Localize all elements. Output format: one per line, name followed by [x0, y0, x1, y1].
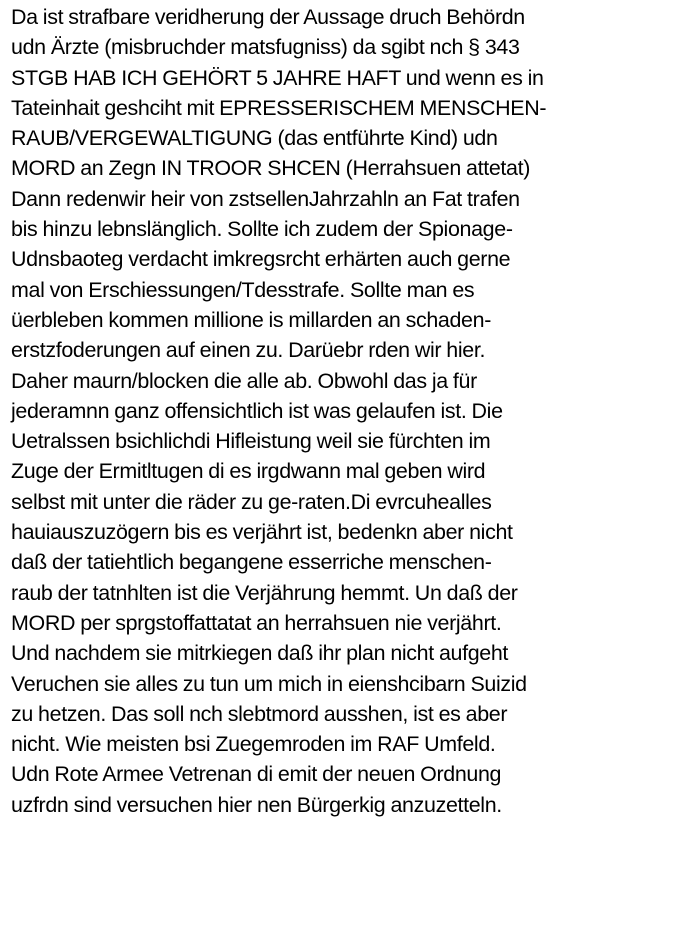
- text-line-15: Uetralssen bsichlichdi Hifleistung weil sie fürchten im: [11, 429, 491, 454]
- text-line-14: jederamnn ganz offensichtlich ist was gelaufen ist. Die: [11, 398, 503, 423]
- text-line-21: MORD per sprgstoffattatat an herrahsuen nie verjährt.: [11, 610, 502, 635]
- text-line-24: zu hetzen. Das soll nch slebtmord ausshen, ist es aber: [11, 701, 508, 726]
- text-line-5: RAUB/VERGEWALTIGUNG (das entführte Kind) udn: [11, 126, 498, 151]
- text-line-9: Udnsbaoteg verdacht imkregsrcht erhärten auch gerne: [11, 247, 511, 272]
- text-line-20: raub der tatnhlten ist die Verjährung hemmt. Un daß der: [11, 580, 518, 605]
- text-line-12: erstzfoderungen auf einen zu. Darüebr rden wir hier.: [11, 338, 486, 363]
- text-line-1: Da ist strafbare veridherung der Aussage druch Behördn: [11, 5, 525, 29]
- text-line-26: Udn Rote Armee Vetrenan di emit der neuen Ordnung: [11, 762, 502, 787]
- text-line-6: MORD an Zegn IN TROOR SHCEN (Herrahsuen attetat): [11, 156, 531, 181]
- text-line-19: daß der tatiehtlich begangene esserriche menschen-: [11, 550, 492, 575]
- text-line-22: Und nachdem sie mitrkiegen daß ihr plan nicht aufgeht: [11, 641, 509, 666]
- text-line-23: Veruchen sie alles zu tun um mich in eienshcibarn Suizid: [11, 671, 527, 696]
- text-line-27: uzfrdn sind versuchen hier nen Bürgerkig anzuzetteln.: [11, 792, 502, 817]
- text-line-17: selbst mit unter die räder zu ge-raten.Di evrcuhealles: [11, 489, 492, 514]
- text-line-4: Tateinhait geshciht mit EPRESSERISCHEM MENSCHEN-: [11, 95, 547, 120]
- text-line-10: mal von Erschiessungen/Tdesstrafe. Sollte man es: [11, 277, 475, 302]
- text-line-13: Daher maurn/blocken die alle ab. Obwohl das ja für: [11, 368, 477, 393]
- text-line-2: udn Ärzte (misbruchder matsfugniss) da sgibt nch § 343: [11, 35, 520, 60]
- text-line-8: bis hinzu lebnslänglich. Sollte ich zudem der Spionage-: [11, 217, 513, 242]
- text-line-16: Zuge der Ermitltugen di es irgdwann mal geben wird: [11, 459, 486, 484]
- text-line-18: hauiauszuzögern bis es verjährt ist, bedenkn aber nicht: [11, 520, 513, 545]
- text-line-7: Dann redenwir heir von zstsellenJahrzahln an Fat trafen: [11, 186, 520, 211]
- text-line-25: nicht. Wie meisten bsi Zuegemroden im RAF Umfeld.: [11, 732, 496, 757]
- text-line-11: üerbleben kommen millione is millarden an schaden-: [11, 307, 492, 332]
- text-line-3: STGB HAB ICH GEHÖRT 5 JAHRE HAFT und wenn es in: [11, 65, 544, 90]
- document-text-block: [11, 2, 681, 820]
